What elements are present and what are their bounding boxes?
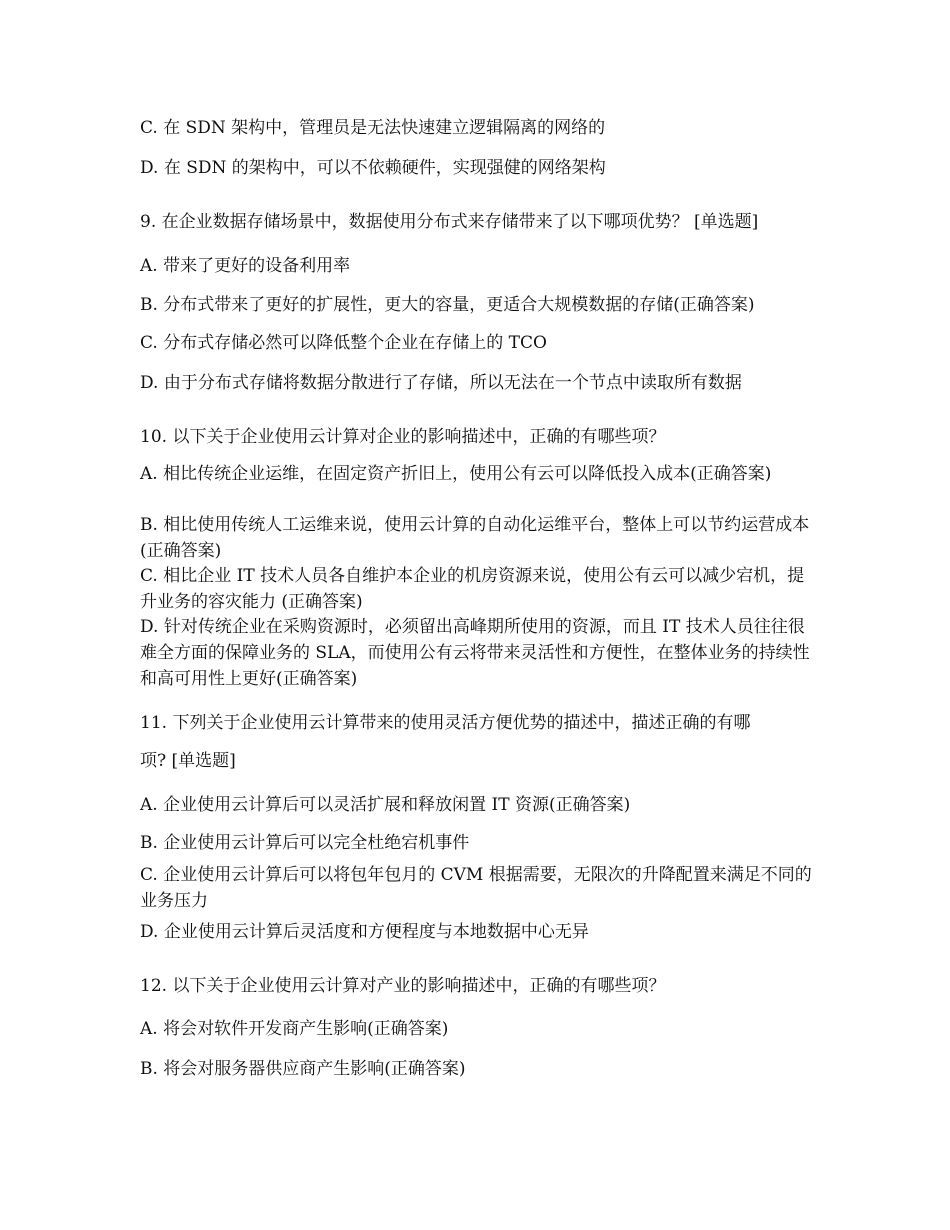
question-10-option-b: B. 相比使用传统人工运维来说，使用云计算的自动化运维平台，整体上可以节约运营成本(正确答案) (140, 515, 810, 561)
question-12-option-a: A. 将会对软件开发商产生影响(正确答案) (140, 1019, 449, 1039)
question-9-option-c: C. 分布式存储必然可以降低整个企业在存储上的 TCO (140, 333, 547, 353)
question-10-option-a: A. 相比传统企业运维，在固定资产折旧上，使用公有云可以降低投入成本(正确答案) (140, 464, 772, 484)
question-11-option-c: C. 企业使用云计算后可以将包年包月的 CVM 根据需要，无限次的升降配置来满足不同的业务压力 (140, 865, 812, 911)
question-12-option-b: B. 将会对服务器供应商产生影响(正确答案) (140, 1059, 466, 1079)
question-11-line-2: 项? [单选题] (140, 751, 236, 771)
question-9: 9. 在企业数据存储场景中，数据使用分布式来存储带来了以下哪项优势？ [单选题] (140, 212, 759, 232)
option-c-sdn: C. 在 SDN 架构中，管理员是无法快速建立逻辑隔离的网络的 (140, 118, 606, 138)
question-10-option-d: D. 针对传统企业在采购资源时，必须留出高峰期所使用的资源，而且 IT 技术人员往往很难全方面的保障业务的 SLA，而使用公有云将带来灵活性和方便性，在整体业务的持续性和高可用性上更好(正确答案) (140, 617, 810, 689)
question-12: 12. 以下关于企业使用云计算对产业的影响描述中，正确的有哪些项？ (140, 976, 666, 996)
question-9-option-d: D. 由于分布式存储将数据分散进行了存储，所以无法在一个节点中读取所有数据 (140, 373, 742, 393)
question-10: 10. 以下关于企业使用云计算对企业的影响描述中，正确的有哪些项？ (140, 427, 666, 447)
question-11-option-b: B. 企业使用云计算后可以完全杜绝宕机事件 (140, 833, 470, 853)
question-9-option-a: A. 带来了更好的设备利用率 (140, 256, 351, 276)
question-11-line-1: 11. 下列关于企业使用云计算带来的使用灵活方便优势的描述中，描述正确的有哪 (140, 713, 751, 733)
question-11-option-a: A. 企业使用云计算后可以灵活扩展和释放闲置 IT 资源(正确答案) (140, 795, 631, 815)
option-d-sdn: D. 在 SDN 的架构中，可以不依赖硬件，实现强健的网络架构 (140, 158, 606, 178)
question-11-option-d: D. 企业使用云计算后灵活度和方便程度与本地数据中心无异 (140, 922, 589, 942)
question-10-option-c: C. 相比企业 IT 技术人员各自维护本企业的机房资源来说，使用公有云可以减少宕机，提升业务的容灾能力 (正确答案) (140, 566, 805, 612)
question-9-option-b: B. 分布式带来了更好的扩展性，更大的容量，更适合大规模数据的存储(正确答案) (140, 295, 755, 315)
